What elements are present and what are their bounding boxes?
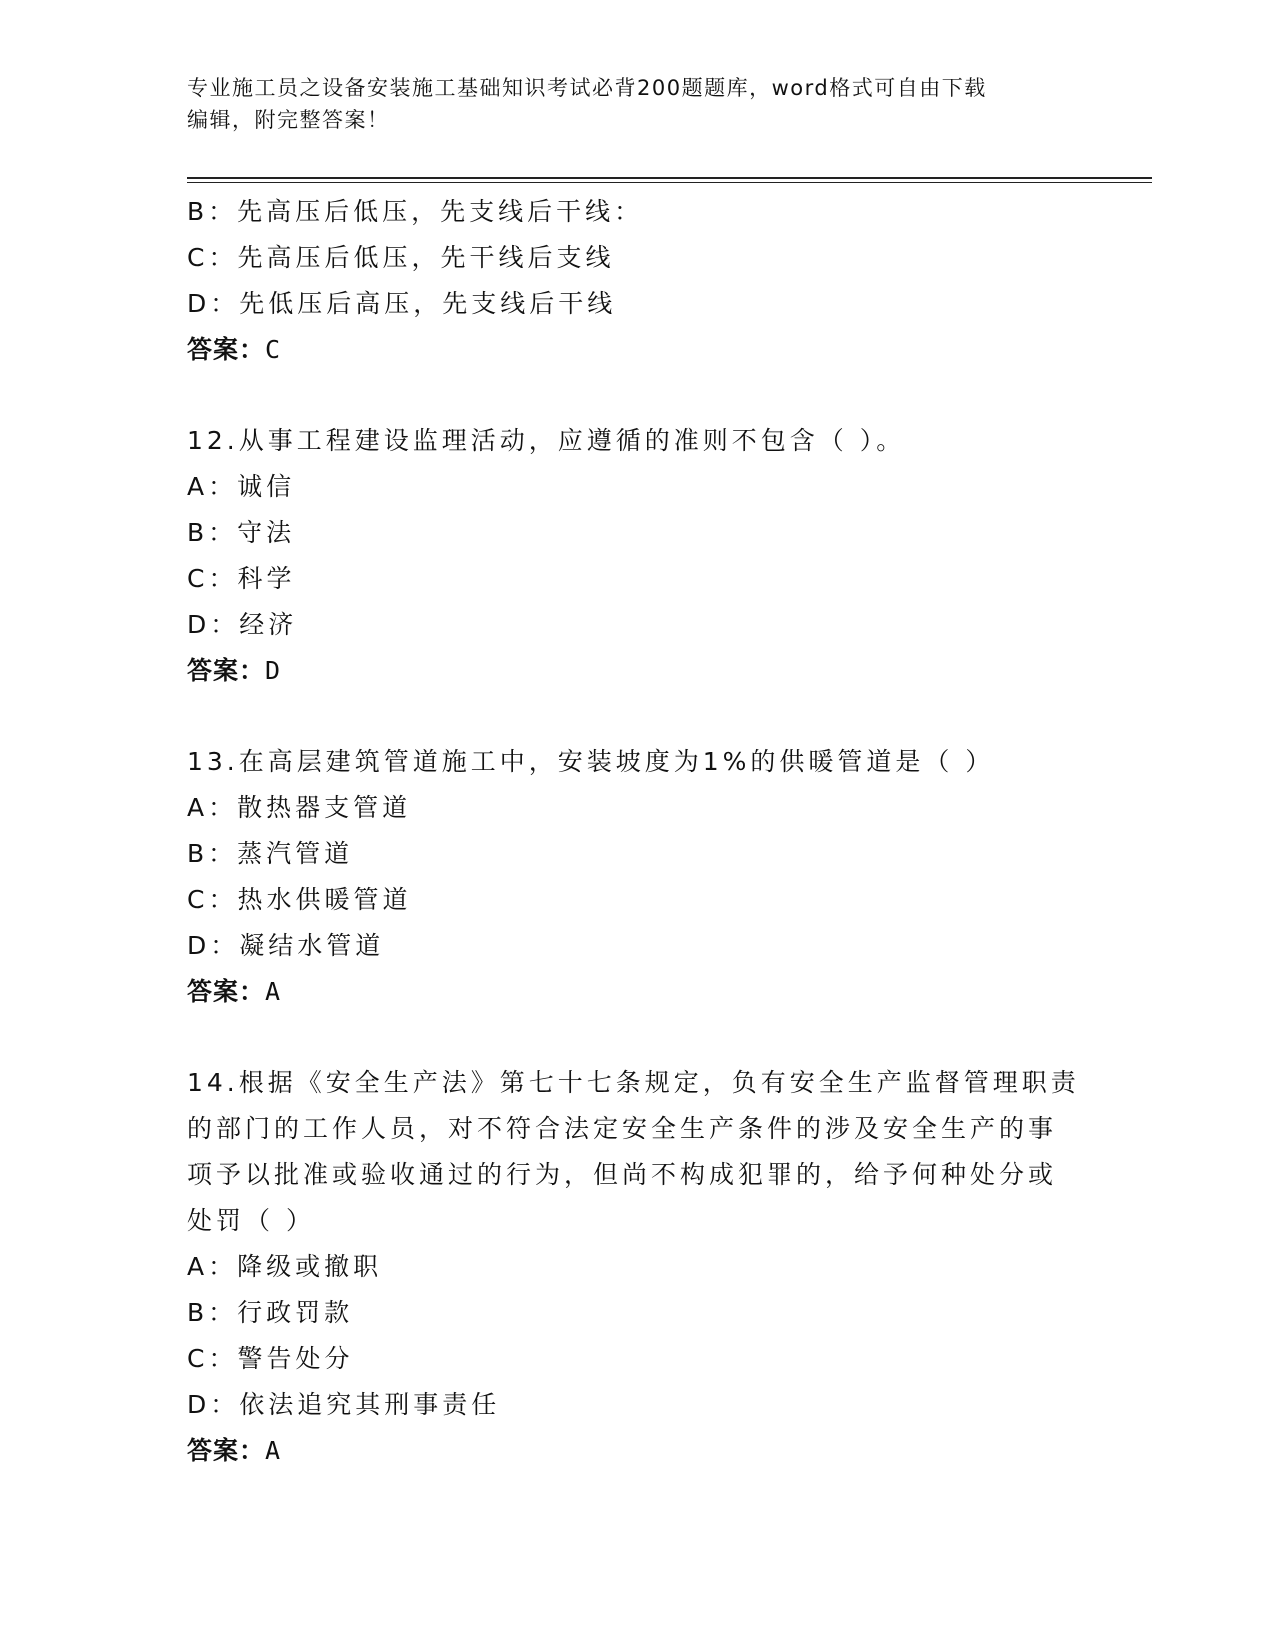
option-a: A：降级或撤职	[187, 1252, 383, 1281]
answer-label: 答案：	[187, 656, 266, 685]
option-c: C：警告处分	[187, 1344, 354, 1373]
answer-line	[187, 648, 1087, 694]
question-stem-line-2: 的部门的工作人员，对不符合法定安全生产条件的涉及安全生产的事	[187, 1114, 1058, 1143]
option-d: D：先低压后高压，先支线后干线	[187, 289, 617, 318]
option-b: B：蒸汽管道	[187, 839, 354, 868]
option-b: B：先高压后低压，先支线后干线：	[187, 197, 644, 226]
question-13	[187, 739, 1087, 1015]
option-b: B：守法	[187, 518, 296, 547]
option-c: C：先高压后低压，先干线后支线	[187, 243, 615, 272]
option-c: C：热水供暖管道	[187, 885, 412, 914]
question-content	[187, 189, 1087, 1474]
option-a: A：散热器支管道	[187, 793, 412, 822]
answer-line	[187, 1428, 1087, 1474]
answer-value: C	[265, 335, 282, 364]
question-14	[187, 1060, 1087, 1474]
question-stem: 12.从事工程建设监理活动，应遵循的准则不包含（ ）。	[187, 426, 906, 455]
answer-value: D	[265, 656, 282, 685]
option-d: D：经济	[187, 610, 298, 639]
question-stem: 13.在高层建筑管道施工中，安装坡度为1%的供暖管道是（ ）	[187, 747, 995, 776]
option-c: C：科学	[187, 564, 296, 593]
answer-label: 答案：	[187, 1436, 266, 1465]
answer-value: A	[265, 977, 282, 1006]
answer-value: A	[265, 1436, 282, 1465]
option-b: B：行政罚款	[187, 1298, 354, 1327]
option-d: D：凝结水管道	[187, 931, 385, 960]
answer-label: 答案：	[187, 335, 266, 364]
answer-line	[187, 969, 1087, 1015]
option-a: A：诚信	[187, 472, 296, 501]
header-rule-thin	[187, 182, 1152, 183]
header-rule-thick	[187, 177, 1152, 179]
option-d: D：依法追究其刑事责任	[187, 1390, 501, 1419]
answer-line	[187, 327, 1087, 373]
question-stem-line-3: 项予以批准或验收通过的行为，但尚不构成犯罪的，给予何种处分或	[187, 1160, 1058, 1189]
answer-label: 答案：	[187, 977, 266, 1006]
header-line-1: 专业施工员之设备安装施工基础知识考试必背200题题库，word格式可自由下载	[187, 76, 987, 100]
header-line-2: 编辑，附完整答案！	[187, 108, 390, 132]
document-header	[187, 72, 1067, 136]
question-12	[187, 418, 1087, 694]
question-11-continued	[187, 189, 1087, 373]
question-stem-line-1: 14.根据《安全生产法》第七十七条规定，负有安全生产监督管理职责	[187, 1068, 1080, 1097]
question-stem-line-4: 处罚（ ）	[187, 1206, 315, 1235]
